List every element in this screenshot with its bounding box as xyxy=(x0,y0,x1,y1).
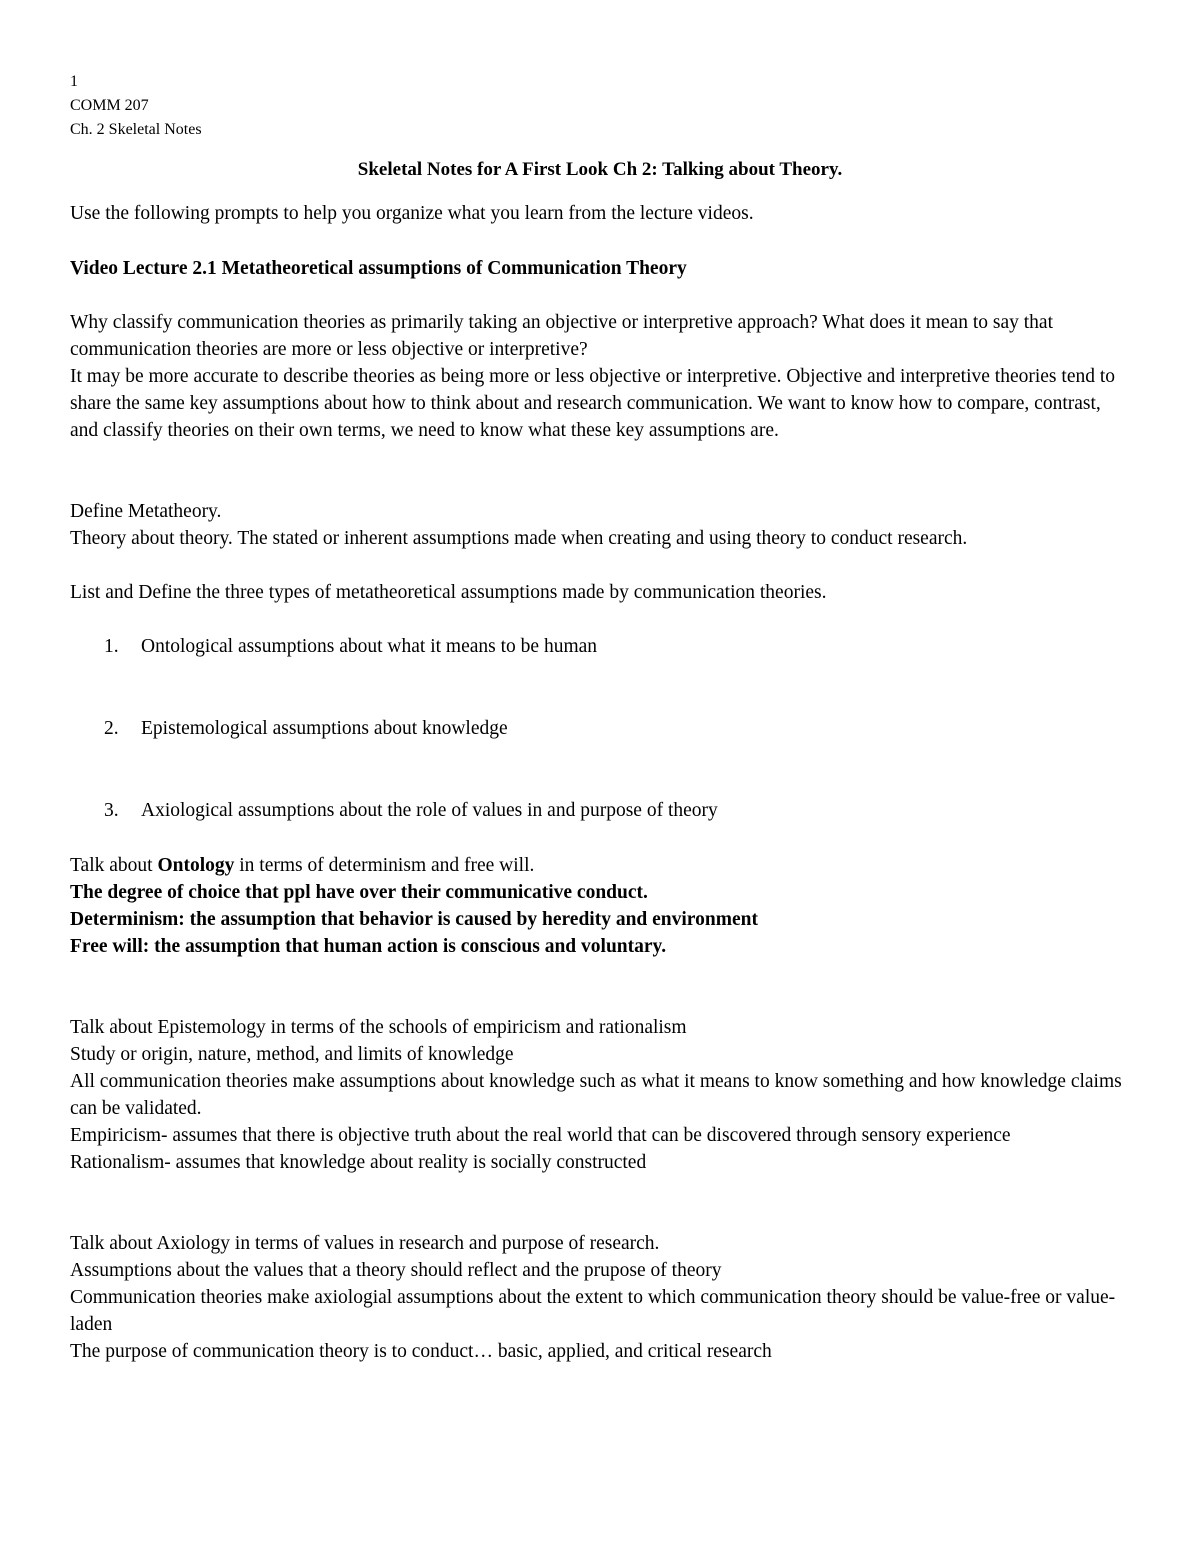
ontology-line: Determinism: the assumption that behavior is caused by heredity and environment xyxy=(70,909,758,930)
list-item-number: 3. xyxy=(104,800,119,821)
epistemology-prompt: Talk about Epistemology in terms of the schools of empiricism and rationalism xyxy=(70,1017,687,1038)
document-page xyxy=(70,70,1130,1365)
list-item-number: 1. xyxy=(104,636,119,657)
classify-question: Why classify communication theories as primarily taking an objective or interpretive approach? What does it mean to say that communication theories are more or less objective or interpretive? xyxy=(70,312,1053,360)
axiology-prompt: Talk about Axiology in terms of values in research and purpose of research. xyxy=(70,1233,660,1254)
document-title: Skeletal Notes for A First Look Ch 2: Talking about Theory. xyxy=(357,159,843,180)
course-code: COMM 207 xyxy=(70,97,149,114)
metatheory-answer: Theory about theory. The stated or inherent assumptions made when creating and using theory to conduct research. xyxy=(70,528,968,549)
classify-answer: It may be more accurate to describe theories as being more or less objective or interpretive. Objective and interpretive theories tend to share the same key assumptions about how to think about and research communication. We want to know how to compare, contrast, and classify theories on their own terms, we need to know what these key assumptions are. xyxy=(70,366,1116,441)
document-header xyxy=(70,70,1130,142)
epistemology-line: Empiricism- assumes that there is objective truth about the real world that can be discovered through sensory experience xyxy=(70,1125,1011,1146)
page-number: 1 xyxy=(70,73,78,90)
document-label: Ch. 2 Skeletal Notes xyxy=(70,121,202,138)
epistemology-line: Study or origin, nature, method, and limits of knowledge xyxy=(70,1044,514,1065)
axiology-line: The purpose of communication theory is to conduct… basic, applied, and critical research xyxy=(70,1341,772,1362)
epistemology-line: Rationalism- assumes that knowledge about reality is socially constructed xyxy=(70,1152,647,1173)
ontology-prompt-before: Talk about xyxy=(70,855,158,876)
ontology-line: Free will: the assumption that human action is conscious and voluntary. xyxy=(70,936,667,957)
ontology-prompt-after: in terms of determinism and free will. xyxy=(234,855,535,876)
ontology-line: The degree of choice that ppl have over their communicative conduct. xyxy=(70,882,648,903)
assumptions-list xyxy=(70,633,1130,824)
list-item-number: 2. xyxy=(104,718,119,739)
list-item xyxy=(70,797,1130,824)
list-item-text: Axiological assumptions about the role of values in and purpose of theory xyxy=(141,800,718,821)
axiology-line: Assumptions about the values that a theory should reflect and the prupose of theory xyxy=(70,1260,722,1281)
section-heading: Video Lecture 2.1 Metatheoretical assumptions of Communication Theory xyxy=(70,258,687,279)
list-item xyxy=(70,633,1130,660)
list-item-text: Epistemological assumptions about knowledge xyxy=(141,718,508,739)
ontology-prompt xyxy=(70,852,1130,879)
ontology-keyword: Ontology xyxy=(157,855,235,876)
list-prompt: List and Define the three types of metatheoretical assumptions made by communication theories. xyxy=(70,582,827,603)
list-item-text: Ontological assumptions about what it means to be human xyxy=(141,636,598,657)
intro-text: Use the following prompts to help you organize what you learn from the lecture videos. xyxy=(70,203,754,224)
axiology-line: Communication theories make axiologial assumptions about the extent to which communication theory should be value-free or value-laden xyxy=(70,1287,1116,1335)
list-item xyxy=(70,715,1130,742)
epistemology-line: All communication theories make assumptions about knowledge such as what it means to know something and how knowledge claims can be validated. xyxy=(70,1071,1122,1119)
metatheory-prompt: Define Metatheory. xyxy=(70,501,222,522)
